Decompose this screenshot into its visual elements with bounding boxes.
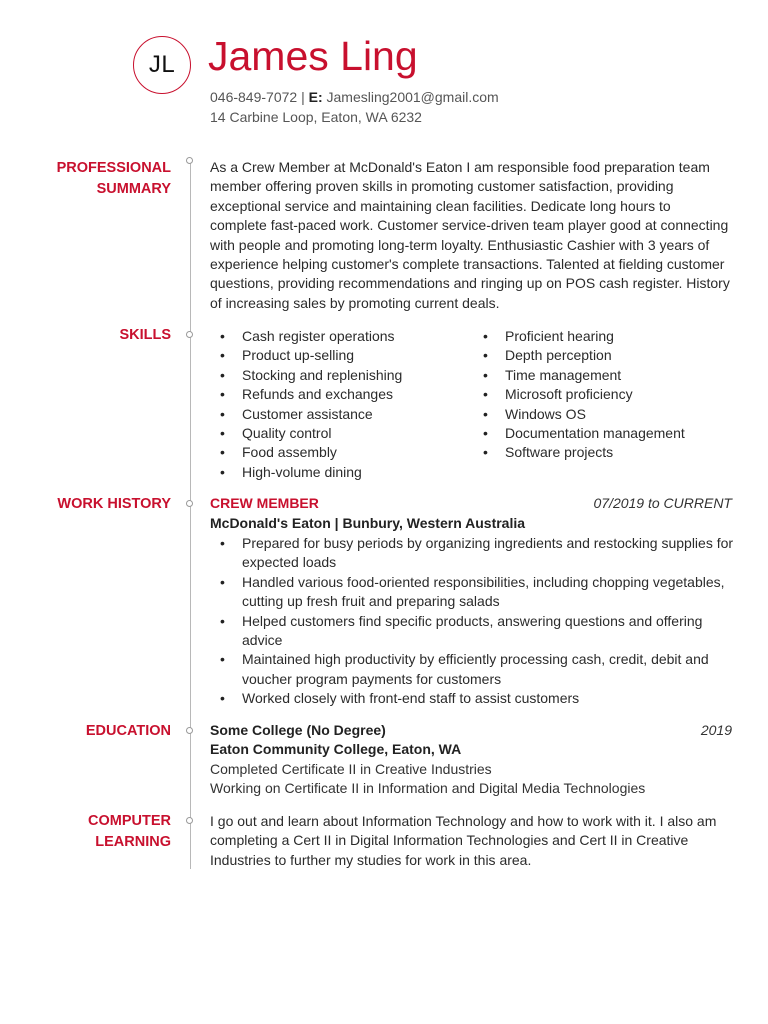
- education-school: Eaton Community College, Eaton, WA: [210, 741, 462, 757]
- skill-item: • Food assembly: [210, 443, 402, 462]
- section-heading-summary: [57, 158, 171, 200]
- skill-item: • Quality control: [210, 424, 402, 443]
- section-heading-work-history: WORK HISTORY: [57, 496, 171, 512]
- job-title: CREW MEMBER: [210, 495, 319, 511]
- contact-separator: |: [297, 89, 309, 105]
- skill-item: • Cash register operations: [210, 327, 402, 346]
- section-heading-skills: SKILLS: [119, 327, 171, 343]
- timeline-dot-summary: [186, 157, 193, 164]
- timeline-line: [190, 163, 191, 869]
- monogram-badge: [133, 36, 191, 94]
- heading-line: PROFESSIONAL: [56, 160, 171, 176]
- skill-item: • Depth perception: [473, 346, 685, 365]
- skill-item: • Refunds and exchanges: [210, 385, 402, 404]
- section-heading-education: EDUCATION: [85, 723, 171, 739]
- address-line: 14 Carbine Loop, Eaton, WA 6232: [210, 109, 422, 125]
- job-bullet: • Prepared for busy periods by organizing ingredients and restocking supplies for expected loads: [210, 534, 735, 573]
- computer-learning-text: I go out and learn about Information Technology and how to work with it. I also am completing a Cert II in Digital Information Technologies and Cert II in Creative Industries to further my studies for work in this area.: [210, 813, 717, 868]
- heading-line: COMPUTER: [88, 813, 171, 829]
- timeline-dot-education: [186, 727, 193, 734]
- section-heading-computer-learning: [88, 811, 171, 853]
- skill-item: • Microsoft proficiency: [473, 385, 685, 404]
- timeline-dot-skills: [186, 331, 193, 338]
- skill-item: • Stocking and replenishing: [210, 366, 402, 385]
- heading-line: SUMMARY: [96, 181, 171, 197]
- job-bullet-list: [210, 534, 735, 709]
- job-bullet: • Worked closely with front-end staff to assist customers: [210, 689, 735, 708]
- email-label: E:: [308, 89, 323, 105]
- job-company: McDonald's Eaton | Bunbury, Western Australia: [210, 515, 526, 531]
- contact-line: [210, 88, 499, 106]
- job-bullet: • Helped customers find specific products, answering questions and offering advice: [210, 612, 735, 651]
- job-bullet: • Maintained high productivity by efficiently processing cash, credit, debit and voucher program payments for customers: [210, 650, 735, 689]
- education-year: 2019: [700, 722, 732, 738]
- education-detail: Working on Certificate II in Information and Digital Media Technologies: [210, 780, 646, 796]
- phone-number: 046-849-7072: [210, 89, 298, 105]
- candidate-name: James Ling: [208, 33, 418, 79]
- skill-item: • Time management: [473, 366, 685, 385]
- education-degree: Some College (No Degree): [210, 722, 386, 738]
- skill-item: • Software projects: [473, 443, 685, 462]
- timeline-dot-computer-learning: [186, 817, 193, 824]
- skills-list-right: [473, 327, 685, 463]
- skills-list-left: [210, 327, 402, 482]
- summary-text: As a Crew Member at McDonald's Eaton I am responsible food preparation team member offering proven skills in promoting customer satisfaction, providing exceptional service and maintaining clean facilities. Dedicate long hours to complete fast-paced work. Customer service-driven team player good at connecting with people and promoting long-term loyalty. Enthusiastic Cashier with 3 years of experience helping customer's complete transactions. Talented at fielding customer questions, providing recommendations and ringing up on POS cash register. History of increasing sales by promoting current deals.: [210, 159, 730, 311]
- skill-item: • Proficient hearing: [473, 327, 685, 346]
- skill-item: • Documentation management: [473, 424, 685, 443]
- skill-item: • Product up-selling: [210, 346, 402, 365]
- education-detail: Completed Certificate II in Creative Industries: [210, 761, 492, 777]
- monogram-initials: JL: [148, 51, 176, 78]
- heading-line: LEARNING: [95, 834, 171, 850]
- skill-item: • Customer assistance: [210, 405, 402, 424]
- job-bullet: • Handled various food-oriented responsibilities, including chopping vegetables, cutting up fresh fruit and preparing salads: [210, 573, 735, 612]
- timeline-dot-work: [186, 500, 193, 507]
- skill-item: • Windows OS: [473, 405, 685, 424]
- email-address: Jamesling2001@gmail.com: [322, 89, 499, 105]
- job-dates: 07/2019 to CURRENT: [593, 495, 732, 511]
- skill-item: • High-volume dining: [210, 463, 402, 482]
